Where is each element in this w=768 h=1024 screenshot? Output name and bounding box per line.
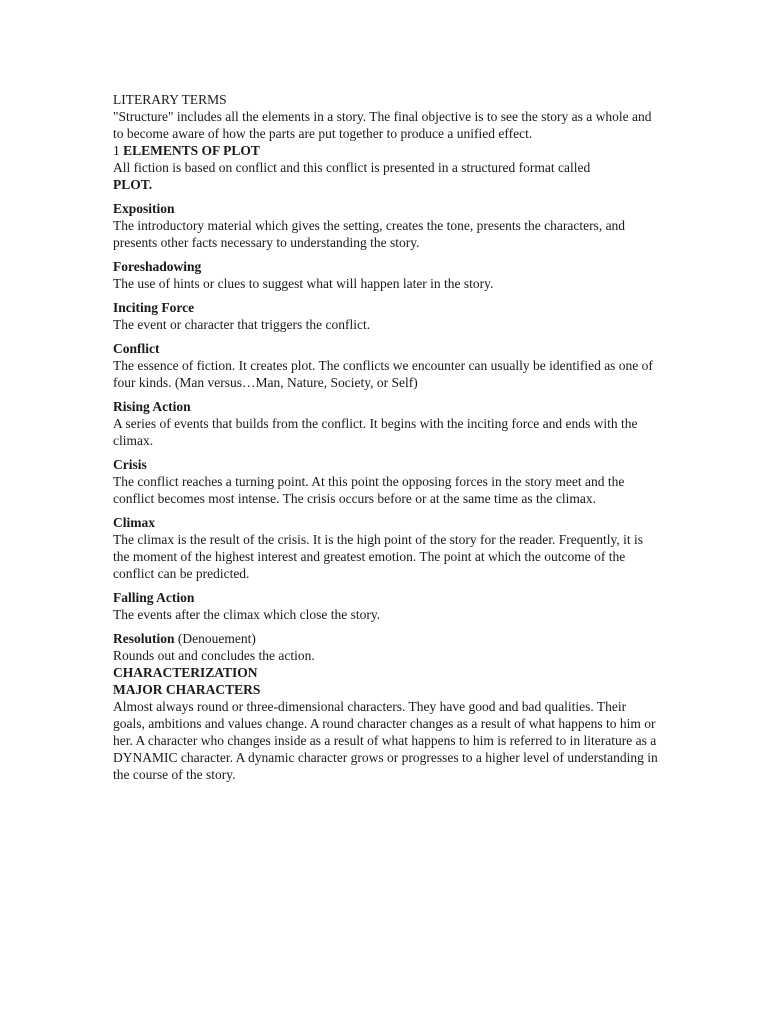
section-title: ELEMENTS OF PLOT: [123, 143, 260, 158]
term-entry: [113, 258, 658, 292]
term-definition: The events after the climax which close the story.: [113, 607, 381, 622]
term-name: Rising Action: [113, 399, 191, 414]
term-definition: The conflict reaches a turning point. At this point the opposing forces in the story meet and the conflict becomes most intense. The crisis occurs before or at the same time as the climax.: [113, 474, 625, 506]
document-title: LITERARY TERMS: [113, 92, 227, 107]
term-name: Conflict: [113, 341, 160, 356]
term-name: Falling Action: [113, 590, 195, 605]
section-heading-characterization: CHARACTERIZATION: [113, 665, 258, 680]
term-definition: The use of hints or clues to suggest what will happen later in the story.: [113, 276, 494, 291]
term-entry: [113, 398, 658, 449]
subheading-major-characters: MAJOR CHARACTERS: [113, 682, 261, 697]
term-entry: [113, 200, 658, 251]
term-entry: [113, 630, 658, 664]
term-name: Inciting Force: [113, 300, 195, 315]
term-entry: [113, 456, 658, 507]
term-heading: [113, 398, 658, 415]
term-definition: The climax is the result of the crisis. It is the high point of the story for the reader. Frequently, it is the moment of the highest interest and greatest emotion. The point at which the outcome of the conflict can be predicted.: [113, 532, 644, 581]
plot-lead-paragraph: [113, 159, 658, 193]
term-definition: The essence of fiction. It creates plot. The conflicts we encounter can usually be identified as one of four kinds. (Man versus…Man, Nature, Society, or Self): [113, 358, 653, 390]
term-definition: The event or character that triggers the conflict.: [113, 317, 371, 332]
term-entry: [113, 340, 658, 391]
term-heading: [113, 340, 658, 357]
term-heading: [113, 299, 658, 316]
term-heading: [113, 630, 658, 647]
term-name: Exposition: [113, 201, 175, 216]
term-definition: The introductory material which gives the setting, creates the tone, presents the characters, and presents other facts necessary to understanding the story.: [113, 218, 626, 250]
term-entry: [113, 589, 658, 623]
plot-lead-bold: PLOT.: [113, 177, 153, 192]
term-heading: [113, 258, 658, 275]
term-heading: [113, 200, 658, 217]
plot-lead-text: All fiction is based on conflict and this conflict is presented in a structured format called: [113, 160, 591, 175]
term-definition: Rounds out and concludes the action.: [113, 648, 315, 663]
term-name: Foreshadowing: [113, 259, 202, 274]
intro-paragraph: "Structure" includes all the elements in a story. The final objective is to see the story as a whole and to become aware of how the parts are put together to produce a unified effect.: [113, 109, 652, 141]
section-number: 1: [113, 143, 120, 158]
terms-list: [113, 200, 658, 664]
term-name: Climax: [113, 515, 155, 530]
term-entry: [113, 514, 658, 582]
term-heading: [113, 589, 658, 606]
section-heading-plot: [113, 142, 658, 159]
major-characters-paragraph: Almost always round or three-dimensional characters. They have good and bad qualities. Their goals, ambitions and values change. A round character changes as a result of what happens to him or her. A character who changes inside as a result of what happens to him is referred to in literature as a DYNAMIC character. A dynamic character grows or progresses to a higher level of understanding in the course of the story.: [113, 699, 658, 782]
term-note: (Denouement): [177, 631, 256, 646]
term-definition: A series of events that builds from the conflict. It begins with the inciting force and ends with the climax.: [113, 416, 638, 448]
document-page: [113, 91, 658, 783]
term-entry: [113, 299, 658, 333]
term-name: Resolution: [113, 631, 175, 646]
term-name: Crisis: [113, 457, 147, 472]
term-heading: [113, 456, 658, 473]
term-heading: [113, 514, 658, 531]
